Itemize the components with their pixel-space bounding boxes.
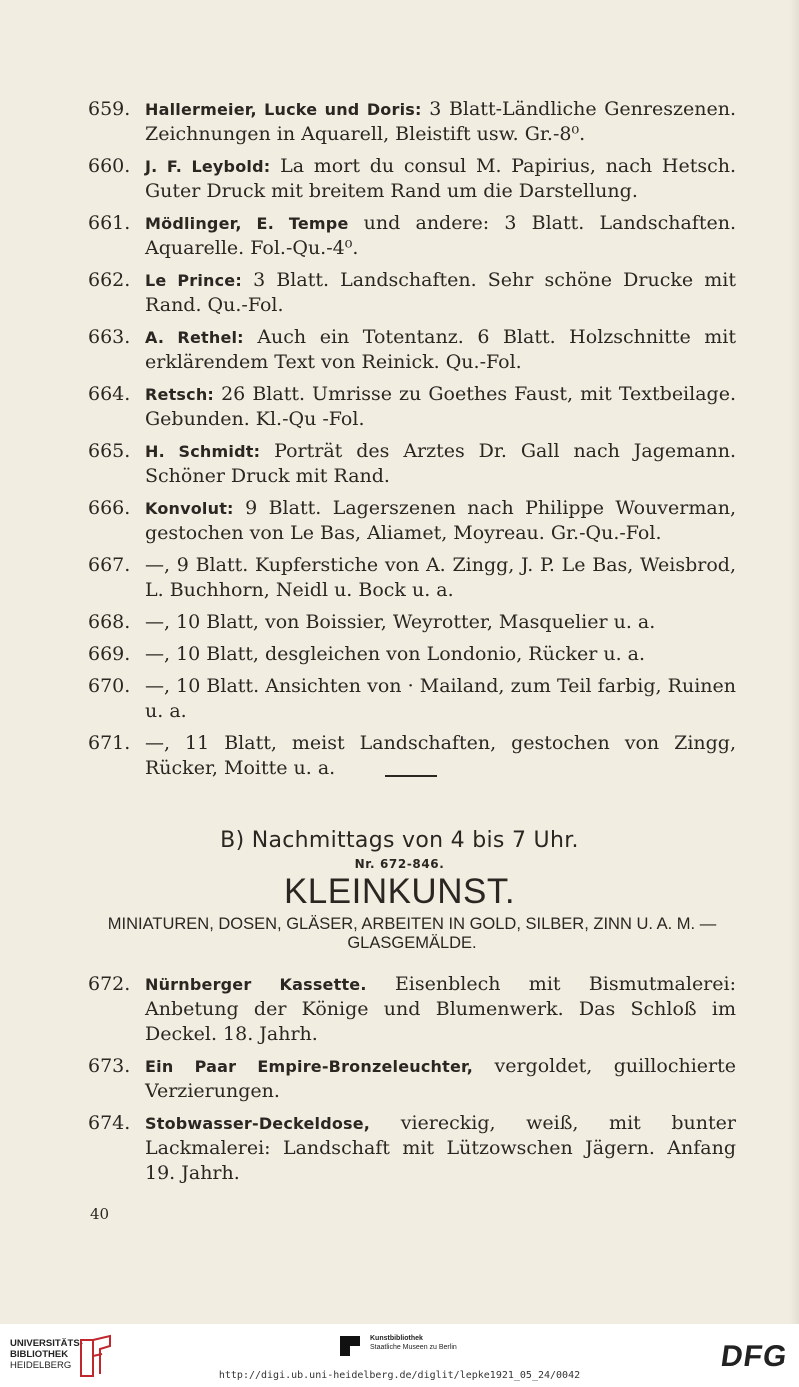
entry-text: viereckig, weiß, mit bunter Lackmalerei: Landschaft mit Lützowschen Jägern. Anfang 19. Jahrh. bbox=[145, 1112, 736, 1184]
entry-667 bbox=[88, 553, 736, 603]
entry-671 bbox=[88, 731, 736, 781]
entry-665 bbox=[88, 439, 736, 489]
kunstbibliothek-logo-icon bbox=[340, 1336, 360, 1356]
entry-name: Retsch: bbox=[145, 385, 215, 404]
entry-number: 673. bbox=[88, 1055, 131, 1077]
entry-660 bbox=[88, 154, 736, 204]
entry-text: Porträt des Arztes Dr. Gall nach Jagemann. Schöner Druck mit Rand. bbox=[145, 440, 737, 487]
entry-name: Ein Paar Empire-Bronzeleuchter, bbox=[145, 1057, 474, 1076]
entry-668 bbox=[88, 610, 736, 635]
permalink-url[interactable]: http://digi.ub.uni-heidelberg.de/diglit/lepke1921_05_24/0042 bbox=[218, 1370, 581, 1381]
entry-663 bbox=[88, 325, 736, 375]
entry-number: 660. bbox=[88, 155, 131, 177]
entry-659 bbox=[88, 97, 736, 147]
entry-text: 26 Blatt. Umrisse zu Goethes Faust, mit Textbeilage. Gebunden. Kl.-Qu -Fol. bbox=[145, 383, 736, 430]
entry-name: Hallermeier, Lucke und Doris: bbox=[145, 100, 422, 119]
kunstbibliothek-logo-text[interactable] bbox=[370, 1334, 457, 1352]
entry-text: —, 9 Blatt. Kupferstiche von A. Zingg, J. P. Le Bas, Weisbrod, L. Buchhorn, Neidl u. Bock u. a. bbox=[145, 554, 736, 601]
entry-list-b bbox=[88, 972, 736, 1193]
entry-text: —, 11 Blatt, meist Landschaften, gestochen von Zingg, Rücker, Moitte u. a. bbox=[145, 732, 736, 779]
entry-name: H. Schmidt: bbox=[145, 442, 261, 461]
entry-text: —, 10 Blatt. Ansichten von · Mailand, zum Teil farbig, Ruinen u. a. bbox=[145, 675, 736, 722]
entry-name: J. F. Leybold: bbox=[145, 157, 271, 176]
kb-line-2: Staatliche Museen zu Berlin bbox=[370, 1344, 457, 1351]
section-range: Nr. 672-846. bbox=[354, 857, 445, 871]
entry-673 bbox=[88, 1054, 736, 1104]
entry-text: —, 10 Blatt, desgleichen von Londonio, Rücker u. a. bbox=[145, 643, 646, 665]
entry-number: 661. bbox=[88, 212, 131, 234]
page-edge-shadow bbox=[789, 0, 799, 1324]
entry-name: Stobwasser-Deckeldose, bbox=[145, 1114, 371, 1133]
entry-670 bbox=[88, 674, 736, 724]
footer-bar bbox=[0, 1324, 799, 1387]
entry-text: und andere: 3 Blatt. Landschaften. Aquarelle. Fol.-Qu.-4⁰. bbox=[145, 212, 736, 259]
ub-line-1: UNIVERSITÄTS- bbox=[10, 1338, 83, 1349]
kb-line-1: Kunstbibliothek bbox=[370, 1335, 423, 1342]
entry-number: 659. bbox=[88, 98, 131, 120]
entry-list-a bbox=[88, 97, 736, 788]
section-heading: B) Nachmittags von 4 bis 7 Uhr. bbox=[220, 828, 579, 853]
entry-number: 663. bbox=[88, 326, 131, 348]
entry-number: 664. bbox=[88, 383, 131, 405]
entry-name: Konvolut: bbox=[145, 499, 234, 518]
entry-text: La mort du consul M. Papirius, nach Hetsch. Guter Druck mit breitem Rand um die Darstellung. bbox=[145, 155, 737, 202]
entry-666 bbox=[88, 496, 736, 546]
section-title: KLEINKUNST. bbox=[283, 872, 516, 911]
dfg-logo[interactable]: DFG bbox=[718, 1340, 790, 1373]
entry-number: 662. bbox=[88, 269, 131, 291]
entry-name: Nürnberger Kassette. bbox=[145, 975, 367, 994]
entry-662 bbox=[88, 268, 736, 318]
entry-name: Le Prince: bbox=[145, 271, 242, 290]
entry-674 bbox=[88, 1111, 736, 1186]
page-number: 40 bbox=[90, 1205, 110, 1223]
entry-text: Auch ein Totentanz. 6 Blatt. Holzschnitte mit erklärendem Text von Reinick. Qu.-Fol. bbox=[145, 326, 736, 373]
entry-text: 9 Blatt. Lagerszenen nach Philippe Wouverman, gestochen von Le Bas, Aliamet, Moyreau. Gr.-Qu.-Fol. bbox=[145, 497, 736, 544]
entry-661 bbox=[88, 211, 736, 261]
entry-number: 671. bbox=[88, 732, 131, 754]
entry-text: Eisenblech mit Bismutmalerei: Anbetung der Könige und Blumenwerk. Das Schloß im Deckel. 18. Jahrh. bbox=[145, 973, 736, 1045]
entry-number: 672. bbox=[88, 973, 131, 995]
entry-number: 669. bbox=[88, 643, 131, 665]
section-divider bbox=[385, 775, 437, 777]
entry-text: —, 10 Blatt, von Boissier, Weyrotter, Masquelier u. a. bbox=[145, 611, 656, 633]
entry-number: 670. bbox=[88, 675, 131, 697]
entry-name: A. Rethel: bbox=[145, 328, 244, 347]
entry-669 bbox=[88, 642, 736, 667]
ub-line-3: HEIDELBERG bbox=[10, 1360, 72, 1371]
entry-name: Mödlinger, E. Tempe bbox=[145, 214, 349, 233]
entry-number: 668. bbox=[88, 611, 131, 633]
entry-number: 665. bbox=[88, 440, 131, 462]
ub-heidelberg-logo-text[interactable] bbox=[10, 1338, 83, 1371]
entry-text: vergoldet, guillochierte Verzierungen. bbox=[145, 1055, 736, 1102]
entry-number: 666. bbox=[88, 497, 131, 519]
entry-text: 3 Blatt-Ländliche Genreszenen. Zeichnungen in Aquarell, Bleistift usw. Gr.-8⁰. bbox=[145, 98, 736, 145]
section-subtitle: MINIATUREN, DOSEN, GLÄSER, ARBEITEN IN GOLD, SILBER, ZINN U. A. M. — GLASGEMÄLDE. bbox=[107, 915, 717, 952]
entry-664 bbox=[88, 382, 736, 432]
entry-text: 3 Blatt. Landschaften. Sehr schöne Drucke mit Rand. Qu.-Fol. bbox=[145, 269, 737, 316]
entry-672 bbox=[88, 972, 736, 1047]
entry-number: 667. bbox=[88, 554, 131, 576]
entry-number: 674. bbox=[88, 1112, 131, 1134]
ub-line-2: BIBLIOTHEK bbox=[10, 1349, 69, 1360]
